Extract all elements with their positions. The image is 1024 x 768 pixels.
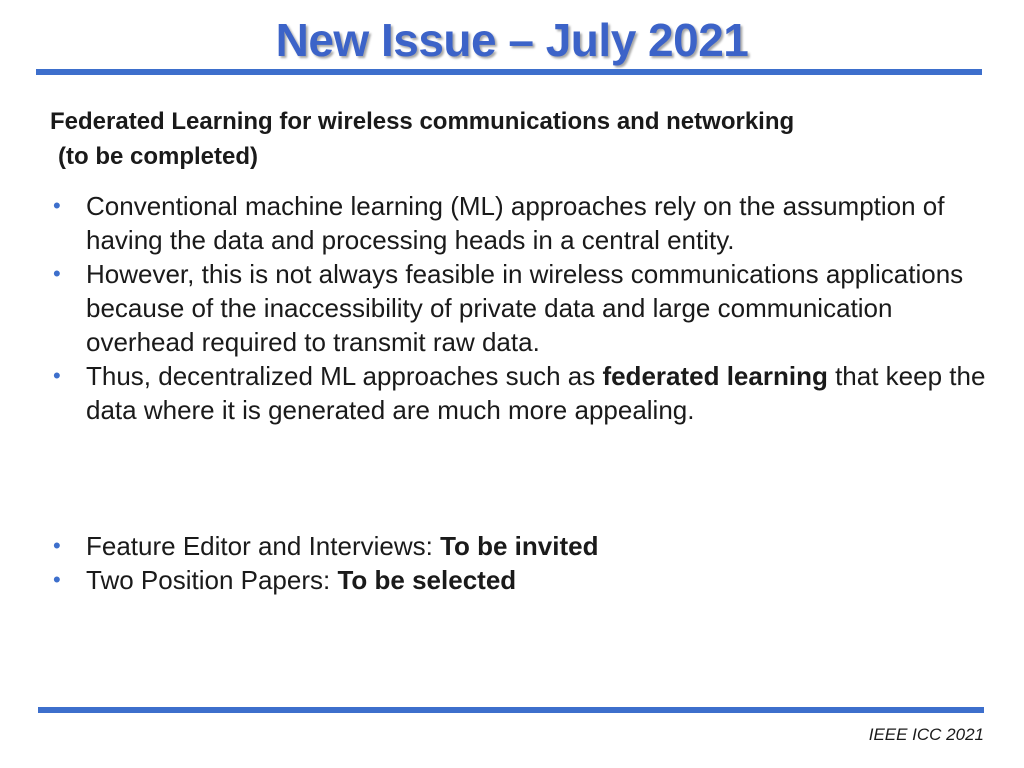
- main-bullet-list: [50, 189, 990, 427]
- bullet-icon: •: [53, 261, 61, 286]
- bullet-item: [50, 257, 990, 359]
- bullet-text: However, this is not always feasible in wireless communications applications because of the inaccessibility of private data and large communication overhead required to transmit raw data.: [86, 259, 964, 357]
- bullet-item: [50, 189, 990, 257]
- bullet-text-prefix: Thus, decentralized ML approaches such as: [86, 361, 603, 391]
- title-divider: [36, 69, 982, 75]
- bullet-text-bold: To be selected: [337, 565, 517, 595]
- slide-title: New Issue – July 2021: [275, 14, 749, 66]
- bullet-icon: •: [53, 533, 61, 558]
- bullet-text: Conventional machine learning (ML) approaches rely on the assumption of having the data and processing heads in a central entity.: [86, 191, 945, 255]
- bullet-text-suffix: that keep the data where it is generated are much more appealing.: [86, 361, 986, 425]
- section-heading-line1: Federated Learning for wireless communications and networking: [50, 108, 795, 135]
- bullet-icon: •: [53, 193, 61, 218]
- footer-divider: [38, 707, 984, 713]
- bullet-item: [50, 529, 990, 563]
- bullet-text-bold: federated learning: [602, 361, 828, 391]
- bullet-item: [50, 359, 990, 427]
- section-heading: [50, 104, 990, 174]
- bullet-icon: •: [53, 567, 61, 592]
- footer-conference-label: IEEE ICC 2021: [868, 725, 984, 744]
- secondary-bullet-list: [50, 529, 990, 597]
- bullet-item: [50, 563, 990, 597]
- bullet-text-prefix: Feature Editor and Interviews:: [86, 531, 441, 561]
- bullet-icon: •: [53, 363, 61, 388]
- bullet-text-prefix: Two Position Papers:: [86, 565, 338, 595]
- bullet-text-bold: To be invited: [440, 531, 599, 561]
- section-heading-line2: (to be completed): [58, 143, 259, 170]
